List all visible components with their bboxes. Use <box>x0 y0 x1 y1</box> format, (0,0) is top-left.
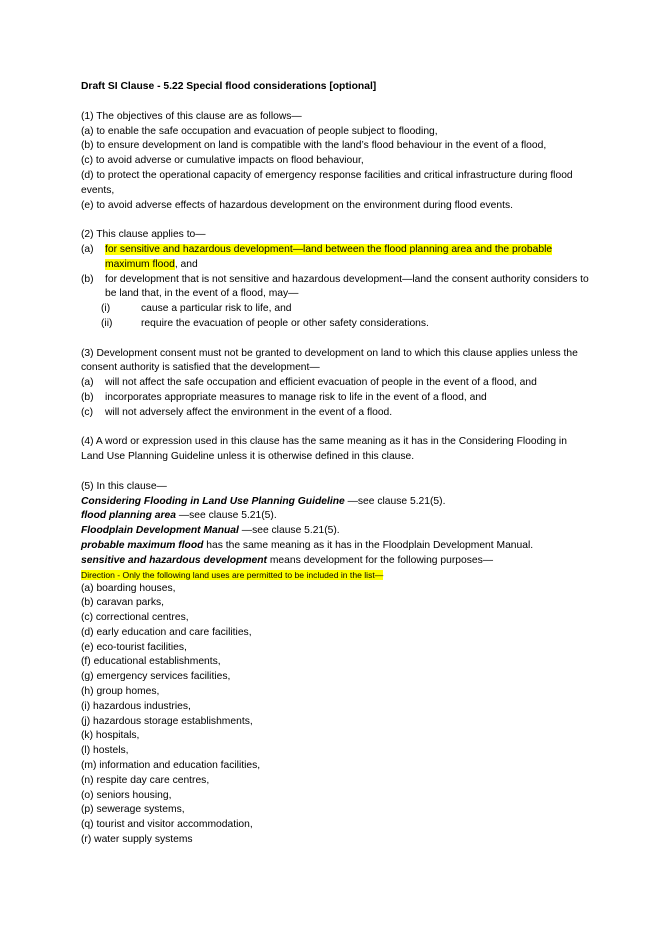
highlighted-text: for sensitive and hazardous development—land between the flood planning area and the probable maximum flood <box>105 243 553 270</box>
s1-item-e: (e) to avoid adverse effects of hazardous development on the environment during flood events. <box>81 199 513 211</box>
definition-term: Considering Flooding in Land Use Planning Guideline <box>81 495 345 507</box>
direction-note: Direction - Only the following land uses are permitted to be included in the list— <box>81 569 384 580</box>
list-item: (k) hospitals, <box>81 730 140 742</box>
s4-text: (4) A word or expression used in this clause has the same meaning as it has in the Considering Flooding in Land Use Planning Guideline unless it is otherwise defined in this clause. <box>81 436 567 463</box>
clause-body <box>81 80 591 848</box>
definition <box>81 539 591 554</box>
s3-a-text: will not affect the safe occupation and efficient evacuation of people in the event of a flood, and <box>105 377 537 389</box>
list-item: (i) hazardous industries, <box>81 700 191 712</box>
list-item: (a) boarding houses, <box>81 582 176 594</box>
s2-sub-ii-text: require the evacuation of people or other safety considerations. <box>141 317 429 329</box>
list-item: (o) seniors housing, <box>81 789 172 801</box>
spacer <box>81 465 591 480</box>
purpose-list <box>81 582 591 848</box>
s2-a-text <box>105 243 591 273</box>
list-item: (f) educational establishments, <box>81 656 221 668</box>
s2-sub-i-text: cause a particular risk to life, and <box>141 303 292 315</box>
s3-item-b <box>81 391 591 406</box>
list-item: (p) sewerage systems, <box>81 804 185 816</box>
definition-rest: has the same meaning as it has in the Floodplain Development Manual. <box>203 539 534 551</box>
s3-c-label: (c) <box>81 406 94 418</box>
s1-item-d: (d) to protect the operational capacity of emergency response facilities and critical infrastructure during flood events, <box>81 169 573 196</box>
s1-item-b: (b) to ensure development on land is compatible with the land’s flood behaviour in the event of a flood, <box>81 140 547 152</box>
list-item: (g) emergency services facilities, <box>81 671 231 683</box>
definition-term: sensitive and hazardous development <box>81 554 267 566</box>
s2-b-label: (b) <box>81 273 94 285</box>
definition <box>81 509 591 524</box>
s2-sub-i <box>81 302 591 317</box>
s3-b-text: incorporates appropriate measures to manage risk to life in the event of a flood, and <box>105 391 487 403</box>
list-item: (q) tourist and visitor accommodation, <box>81 819 253 831</box>
s3-intro: (3) Development consent must not be granted to development on land to which this clause applies unless the consent authority is satisfied that the development— <box>81 347 578 374</box>
s2-item-a <box>81 243 591 273</box>
list-item: (n) respite day care centres, <box>81 774 210 786</box>
s2-b-text: for development that is not sensitive and hazardous development—land the consent authority considers to be land that, in the event of a flood, may— <box>105 273 589 300</box>
definition-term: flood planning area <box>81 510 176 522</box>
list-item: (l) hostels, <box>81 745 129 757</box>
list-item: (j) hazardous storage establishments, <box>81 715 253 727</box>
s3-item-c <box>81 406 591 421</box>
s3-b-label: (b) <box>81 391 94 403</box>
list-item: (r) water supply systems <box>81 834 193 846</box>
s3-item-a <box>81 376 591 391</box>
list-item: (m) information and education facilities, <box>81 760 261 772</box>
spacer <box>81 421 591 436</box>
s2-intro: (2) This clause applies to— <box>81 229 206 241</box>
s2-sub-ii <box>81 317 591 332</box>
definition-rest: —see clause 5.21(5). <box>238 525 340 537</box>
s2-a-label: (a) <box>81 243 94 255</box>
list-item: (e) eco-tourist facilities, <box>81 641 187 653</box>
definition <box>81 524 591 539</box>
definition <box>81 554 591 569</box>
s2-item-b <box>81 273 591 303</box>
direction-note-line <box>81 569 591 582</box>
list-item: (d) early education and care facilities, <box>81 626 252 638</box>
s1-intro: (1) The objectives of this clause are as follows— <box>81 110 302 122</box>
definition-rest: —see clause 5.21(5). <box>175 510 277 522</box>
s1-item-a: (a) to enable the safe occupation and evacuation of people subject to flooding, <box>81 125 438 137</box>
spacer <box>81 213 591 228</box>
s3-a-label: (a) <box>81 377 94 389</box>
list-item: (h) group homes, <box>81 686 160 698</box>
list-item: (c) correctional centres, <box>81 612 189 624</box>
list-item: (b) caravan parks, <box>81 597 164 609</box>
s2-sub-i-label: (i) <box>101 303 111 315</box>
definition-rest: —see clause 5.21(5). <box>344 495 446 507</box>
definition-rest: means development for the following purposes— <box>266 554 494 566</box>
s1-item-c: (c) to avoid adverse or cumulative impacts on flood behaviour, <box>81 155 364 167</box>
definition <box>81 495 591 510</box>
s2-a-tail: , and <box>174 258 198 270</box>
definition-term: probable maximum flood <box>81 539 204 551</box>
definition-term: Floodplain Development Manual <box>81 525 239 537</box>
s3-c-text: will not adversely affect the environment in the event of a flood. <box>105 406 393 418</box>
clause-title: Draft SI Clause - 5.22 Special flood considerations [optional] <box>81 81 377 92</box>
s5-intro: (5) In this clause— <box>81 480 167 492</box>
spacer <box>81 332 591 347</box>
s2-sub-ii-label: (ii) <box>101 317 113 329</box>
